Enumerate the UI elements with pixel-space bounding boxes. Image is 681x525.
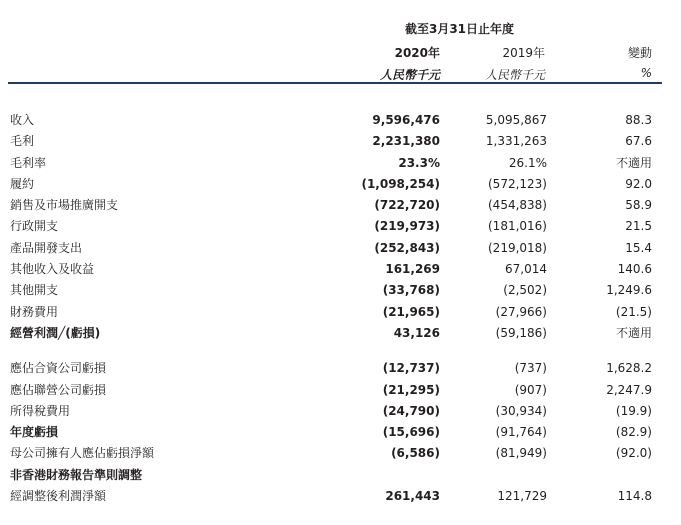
- table-row: [0, 131, 681, 152]
- value-2019: 5,095,867: [485, 113, 547, 127]
- row-label: 所得稅費用: [10, 403, 71, 418]
- value-change: 140.6: [617, 262, 652, 277]
- table-row: [0, 401, 681, 422]
- value-change: (21.5): [615, 304, 652, 319]
- value-2020: (1,098,254): [361, 176, 440, 191]
- row-spacer: [0, 344, 681, 358]
- value-2020: (21,965): [382, 304, 440, 319]
- value-change: 不適用: [615, 325, 652, 340]
- value-change: (19.9): [615, 403, 652, 418]
- value-2020: 43,126: [393, 325, 440, 340]
- value-2019: (572,123): [488, 176, 547, 191]
- value-change: (92.0): [615, 446, 652, 461]
- table-row: [0, 174, 681, 195]
- value-2020: (33,768): [382, 283, 440, 298]
- row-label: 毛利: [10, 134, 35, 149]
- column-header-2020: 2020年: [394, 46, 440, 60]
- row-label: 銷售及市場推廣開支: [10, 198, 119, 213]
- row-label: 母公司擁有人應佔虧損淨額: [10, 446, 155, 461]
- value-2020: (21,295): [382, 382, 440, 397]
- row-label: 經營利潤╱(虧損): [10, 325, 101, 340]
- unit-2019: 人民幣千元: [484, 68, 545, 82]
- row-label: 應佔聯營公司虧損: [10, 382, 107, 397]
- row-label: 年度虧損: [10, 425, 59, 440]
- value-2020: 161,269: [385, 262, 440, 277]
- value-2019: (737): [514, 361, 547, 376]
- value-2020: (12,737): [382, 361, 440, 376]
- header-rule: [8, 82, 662, 84]
- value-change: 2,247.9: [606, 382, 652, 397]
- unit-change: %: [640, 66, 652, 80]
- value-2019: (27,966): [495, 304, 547, 319]
- row-label: 其他開支: [10, 283, 59, 298]
- value-2019: (91,764): [495, 425, 547, 440]
- value-change: 88.3: [625, 113, 652, 127]
- row-label: 財務費用: [10, 304, 59, 319]
- value-2020: 261,443: [385, 489, 440, 504]
- value-2019: (219,018): [488, 240, 547, 255]
- value-change: 15.4: [625, 240, 652, 255]
- row-label: 產品開發支出: [10, 240, 83, 255]
- value-change: 1,628.2: [606, 361, 652, 376]
- value-2019: (181,016): [488, 219, 547, 234]
- unit-2020: 人民幣千元: [379, 68, 440, 82]
- table-row: [0, 153, 681, 174]
- value-2019: 67,014: [505, 262, 547, 277]
- value-change: 1,249.6: [606, 283, 652, 298]
- table-row: [0, 323, 681, 344]
- value-2020: (24,790): [382, 403, 440, 418]
- value-2020: (252,843): [374, 240, 440, 255]
- table-row: [0, 302, 681, 323]
- financial-table: [0, 110, 681, 507]
- table-row: [0, 280, 681, 301]
- row-label: 非香港財務報告準則調整: [10, 467, 143, 482]
- value-change: 58.9: [625, 198, 652, 213]
- column-header-change: 變動: [627, 46, 652, 60]
- value-2020: (6,586): [391, 446, 440, 461]
- table-row: [0, 422, 681, 443]
- table-row: [0, 238, 681, 259]
- value-2019: (59,186): [495, 325, 547, 340]
- row-label: 應佔合資公司虧損: [10, 361, 107, 376]
- value-2020: 23.3%: [398, 155, 440, 170]
- row-label: 經調整後利潤淨額: [10, 489, 107, 504]
- value-2020: 9,596,476: [372, 113, 440, 127]
- row-label: 毛利率: [10, 155, 47, 170]
- value-2019: (907): [514, 382, 547, 397]
- table-row: [0, 465, 681, 486]
- table-row: [0, 443, 681, 464]
- table-row: [0, 110, 681, 131]
- value-change: (82.9): [615, 425, 652, 440]
- value-2019: (454,838): [488, 198, 547, 213]
- value-change: 67.6: [625, 134, 652, 149]
- row-label: 行政開支: [10, 219, 59, 234]
- value-2019: 1,331,263: [485, 134, 547, 149]
- row-label: 履約: [10, 176, 35, 191]
- column-header-2019: 2019年: [502, 46, 545, 60]
- period-title: 截至3月31日止年度: [404, 22, 515, 36]
- value-change: 不適用: [615, 155, 652, 170]
- table-row: [0, 380, 681, 401]
- value-2020: 2,231,380: [372, 134, 440, 149]
- value-2020: (722,720): [374, 198, 440, 213]
- value-change: 114.8: [617, 489, 652, 504]
- value-change: 92.0: [625, 176, 652, 191]
- table-row: [0, 486, 681, 507]
- value-2019: 121,729: [497, 489, 547, 504]
- value-2019: (30,934): [495, 403, 547, 418]
- table-row: [0, 195, 681, 216]
- value-change: 21.5: [625, 219, 652, 234]
- value-2020: (15,696): [382, 425, 440, 440]
- row-label: 其他收入及收益: [10, 262, 95, 277]
- value-2019: (2,502): [503, 283, 547, 298]
- value-2019: (81,949): [495, 446, 547, 461]
- value-2020: (219,973): [374, 219, 440, 234]
- table-row: [0, 259, 681, 280]
- table-row: [0, 216, 681, 237]
- row-label: 收入: [10, 113, 35, 127]
- value-2019: 26.1%: [508, 155, 547, 170]
- table-row: [0, 358, 681, 379]
